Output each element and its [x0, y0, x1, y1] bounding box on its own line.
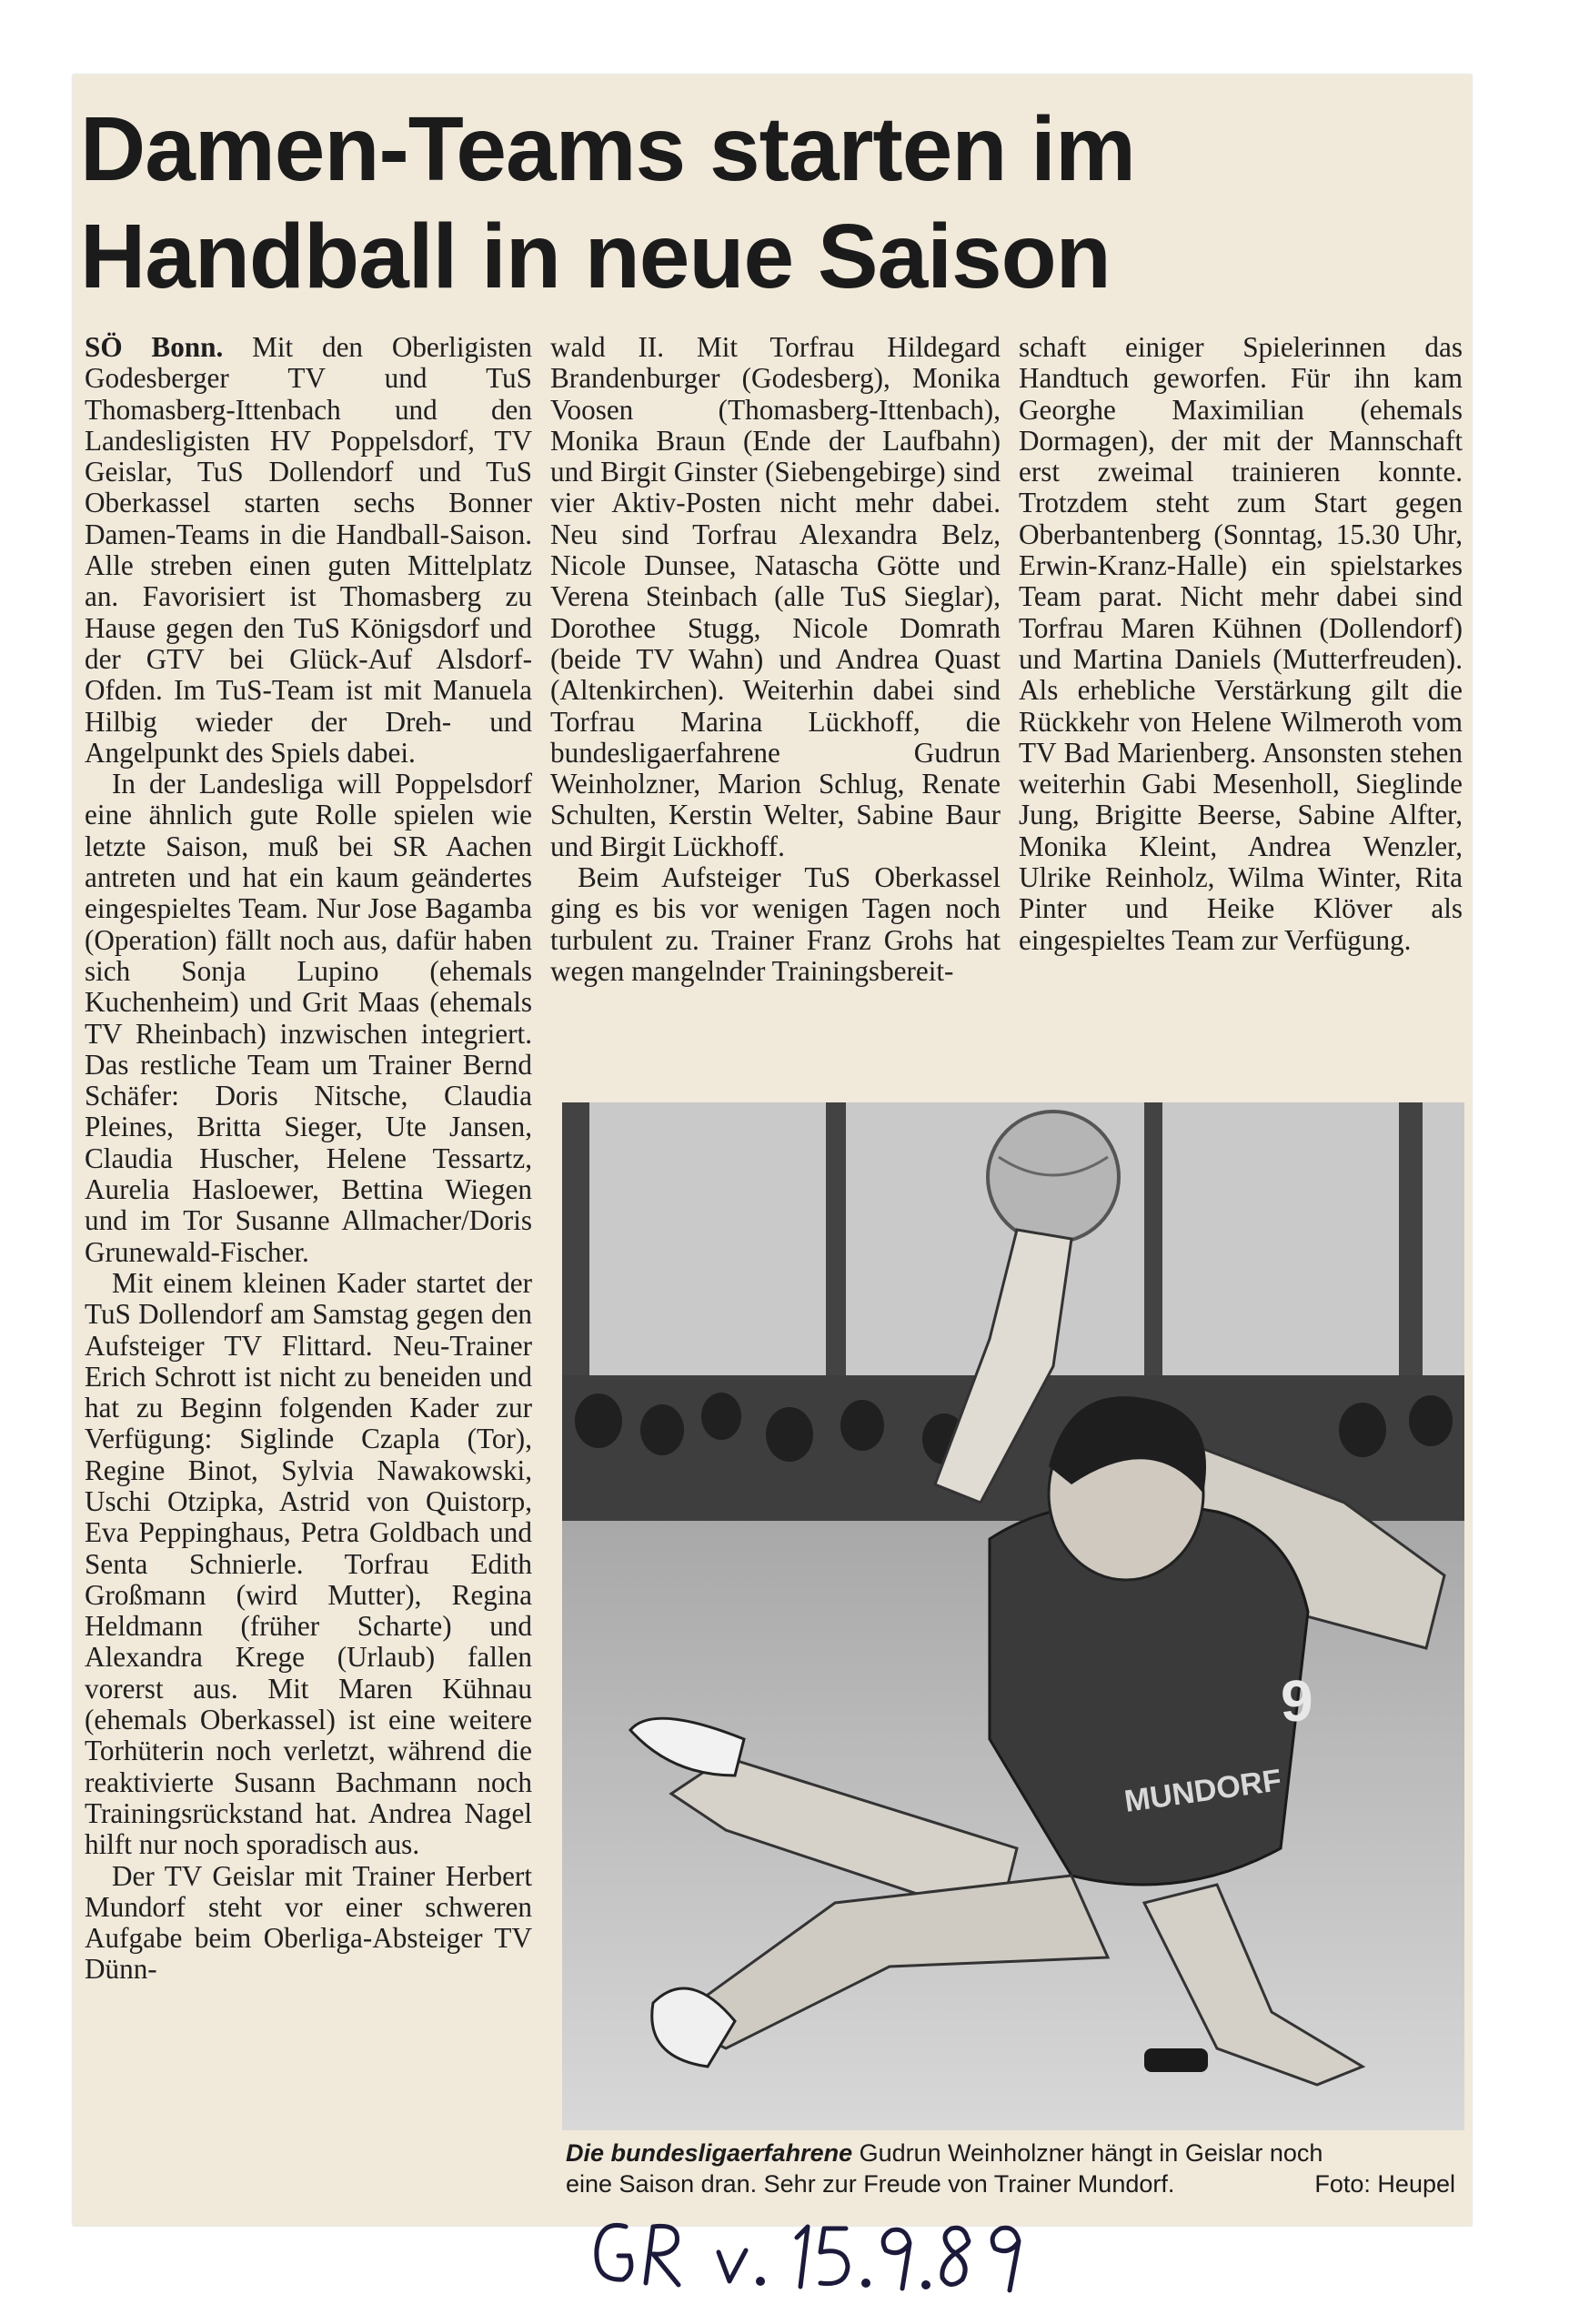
handball-photo [562, 1102, 1464, 2130]
headline-line-2: Handball in neue Saison [80, 206, 1111, 307]
paragraph: schaft einiger Spielerinnen das Handtuch geworfen. Für ihn kam Georghe Maximilian (ehemals Dormagen), der mit der Mannschaft erst zweimal trainieren konnte. Trotzdem steht zum Start gegen Oberbantenberg (Sonntag, 15.30 Uhr, Erwin-Kranz-Halle) ein spielstarkes Team parat. Nicht mehr dabei sind Torfrau Maren Kühnen (Dollendorf) und Martina Daniels (Mutterfreuden). Als erhebliche Verstärkung gilt die Rückkehr von Helene Wilmeroth vom TV Bad Marienberg. Ansonsten stehen weiterhin Gabi Mesenholl, Sieglinde Jung, Brigitte Beerse, Sabine Alfter, Monika Kleint, Andrea Wenzler, Ulrike Reinholz, Wilma Winter, Rita Pinter und Heike Klöver als eingespieltes Team zur Verfügung. [1019, 331, 1463, 956]
caption-text: Gudrun Weinholzner hängt in Geislar noch [852, 2139, 1323, 2167]
caption-text-2: eine Saison dran. Sehr zur Freude von Trainer Mundorf. [566, 2170, 1175, 2198]
paragraph: Mit einem kleinen Kader startet der TuS Dollendorf am Samstag gegen den Aufsteiger TV Flittard. Neu-Trainer Erich Schrott ist nicht zu beneiden und hat zu Beginn folgenden Kader zur Verfügung: Siglinde Czapla (Tor), Regine Binot, Sylvia Nawakowski, Uschi Otzipka, Astrid von Quistorp, Eva Peppinghaus, Petra Goldbach und Senta Schnierle. Torfrau Edith Großmann (wird Mutter), Regina Heldmann (früher Scharte) und Alexandra Krege (Urlaub) fallen vorerst aus. Mit Maren Kühnau (ehemals Oberkassel) ist eine weitere Torhüterin noch verletzt, während die reaktivierte Susann Bachmann noch Trainingsrückstand hat. Andrea Nagel hilft nur noch sporadisch aus. [85, 1266, 532, 1861]
headline [80, 96, 1463, 310]
handball-player-illustration [562, 1102, 1464, 2130]
jersey-number: 9 [1281, 1668, 1313, 1734]
jersey-text: MUNDORF [1121, 1763, 1284, 1819]
article-column-3 [1019, 332, 1463, 956]
dateline: SÖ Bonn. [85, 331, 224, 363]
handwritten-date-note [582, 2199, 1091, 2299]
caption-line-2 [566, 2168, 1466, 2199]
article-column-2 [550, 332, 1001, 987]
caption-line-1 [566, 2138, 1466, 2168]
paragraph: wald II. Mit Torfrau Hildegard Brandenburger (Godesberg), Monika Voosen (Thomasberg-Ittenbach), Monika Braun (Ende der Laufbahn) und Birgit Ginster (Siebengebirge) sind vier Aktiv-Posten nicht mehr dabei. Neu sind Torfrau Alexandra Belz, Nicole Dunsee, Natascha Götte und Verena Steinbach (alle TuS Sieglar), Dorothee Stugg, Nicole Domrath (beide TV Wahn) und Andrea Quast (Altenkirchen). Weiterhin dabei sind Torfrau Marina Lückhoff, die bundesligaerfahrene Gudrun Weinholzner, Marion Schlug, Renate Schulten, Kerstin Welter, Sabine Baur und Birgit Lückhoff. [550, 331, 1001, 862]
caption-lead: Die bundesligaerfahrene [566, 2139, 853, 2167]
article-column-1 [85, 332, 532, 1986]
paragraph [85, 332, 532, 769]
paragraph: Beim Aufsteiger TuS Oberkassel ging es bis vor wenigen Tagen noch turbulent zu. Trainer Franz Grohs hat wegen mangelnder Trainingsbereit- [550, 861, 1001, 987]
paragraph: Der TV Geislar mit Trainer Herbert Mundorf steht vor einer schweren Aufgabe beim Oberliga-Absteiger TV Dünn- [85, 1859, 532, 1986]
headline-line-1: Damen-Teams starten im [80, 98, 1135, 200]
photo-caption [566, 2138, 1466, 2199]
paragraph: In der Landesliga will Poppelsdorf eine ähnlich gute Rolle spielen wie letzte Saison, muß bei SR Aachen antreten und hat ein kaum geändertes eingespieltes Team. Nur Jose Bagamba (Operation) fällt noch aus, dafür haben sich Sonja Lupino (ehemals Kuchenheim) und Grit Maas (ehemals TV Rheinbach) inzwischen integriert. Das restliche Team um Trainer Bernd Schäfer: Doris Nitsche, Claudia Pleines, Britta Sieger, Ute Jansen, Claudia Huscher, Helene Tessartz, Aurelia Hasloewer, Bettina Wiegen und im Tor Susanne Allmacher/Doris Grunewald-Fischer. [85, 768, 532, 1268]
photo-credit: Foto: Heupel [1314, 2170, 1455, 2198]
paragraph-text: Mit den Oberligisten Godesberger TV und TuS Thomasberg-Ittenbach und den Landesligisten HV Poppelsdorf, TV Geislar, TuS Dollendorf und TuS Oberkassel starten sechs Bonner Damen-Teams in die Handball-Saison. Alle streben einen guten Mittelplatz an. Favorisiert ist Thomasberg zu Hause gegen den TuS Königsdorf und der GTV bei Glück-Auf Alsdorf-Ofden. Im TuS-Team ist mit Manuela Hilbig wieder der Dreh- und Angelpunkt des Spiels dabei. [85, 331, 532, 769]
